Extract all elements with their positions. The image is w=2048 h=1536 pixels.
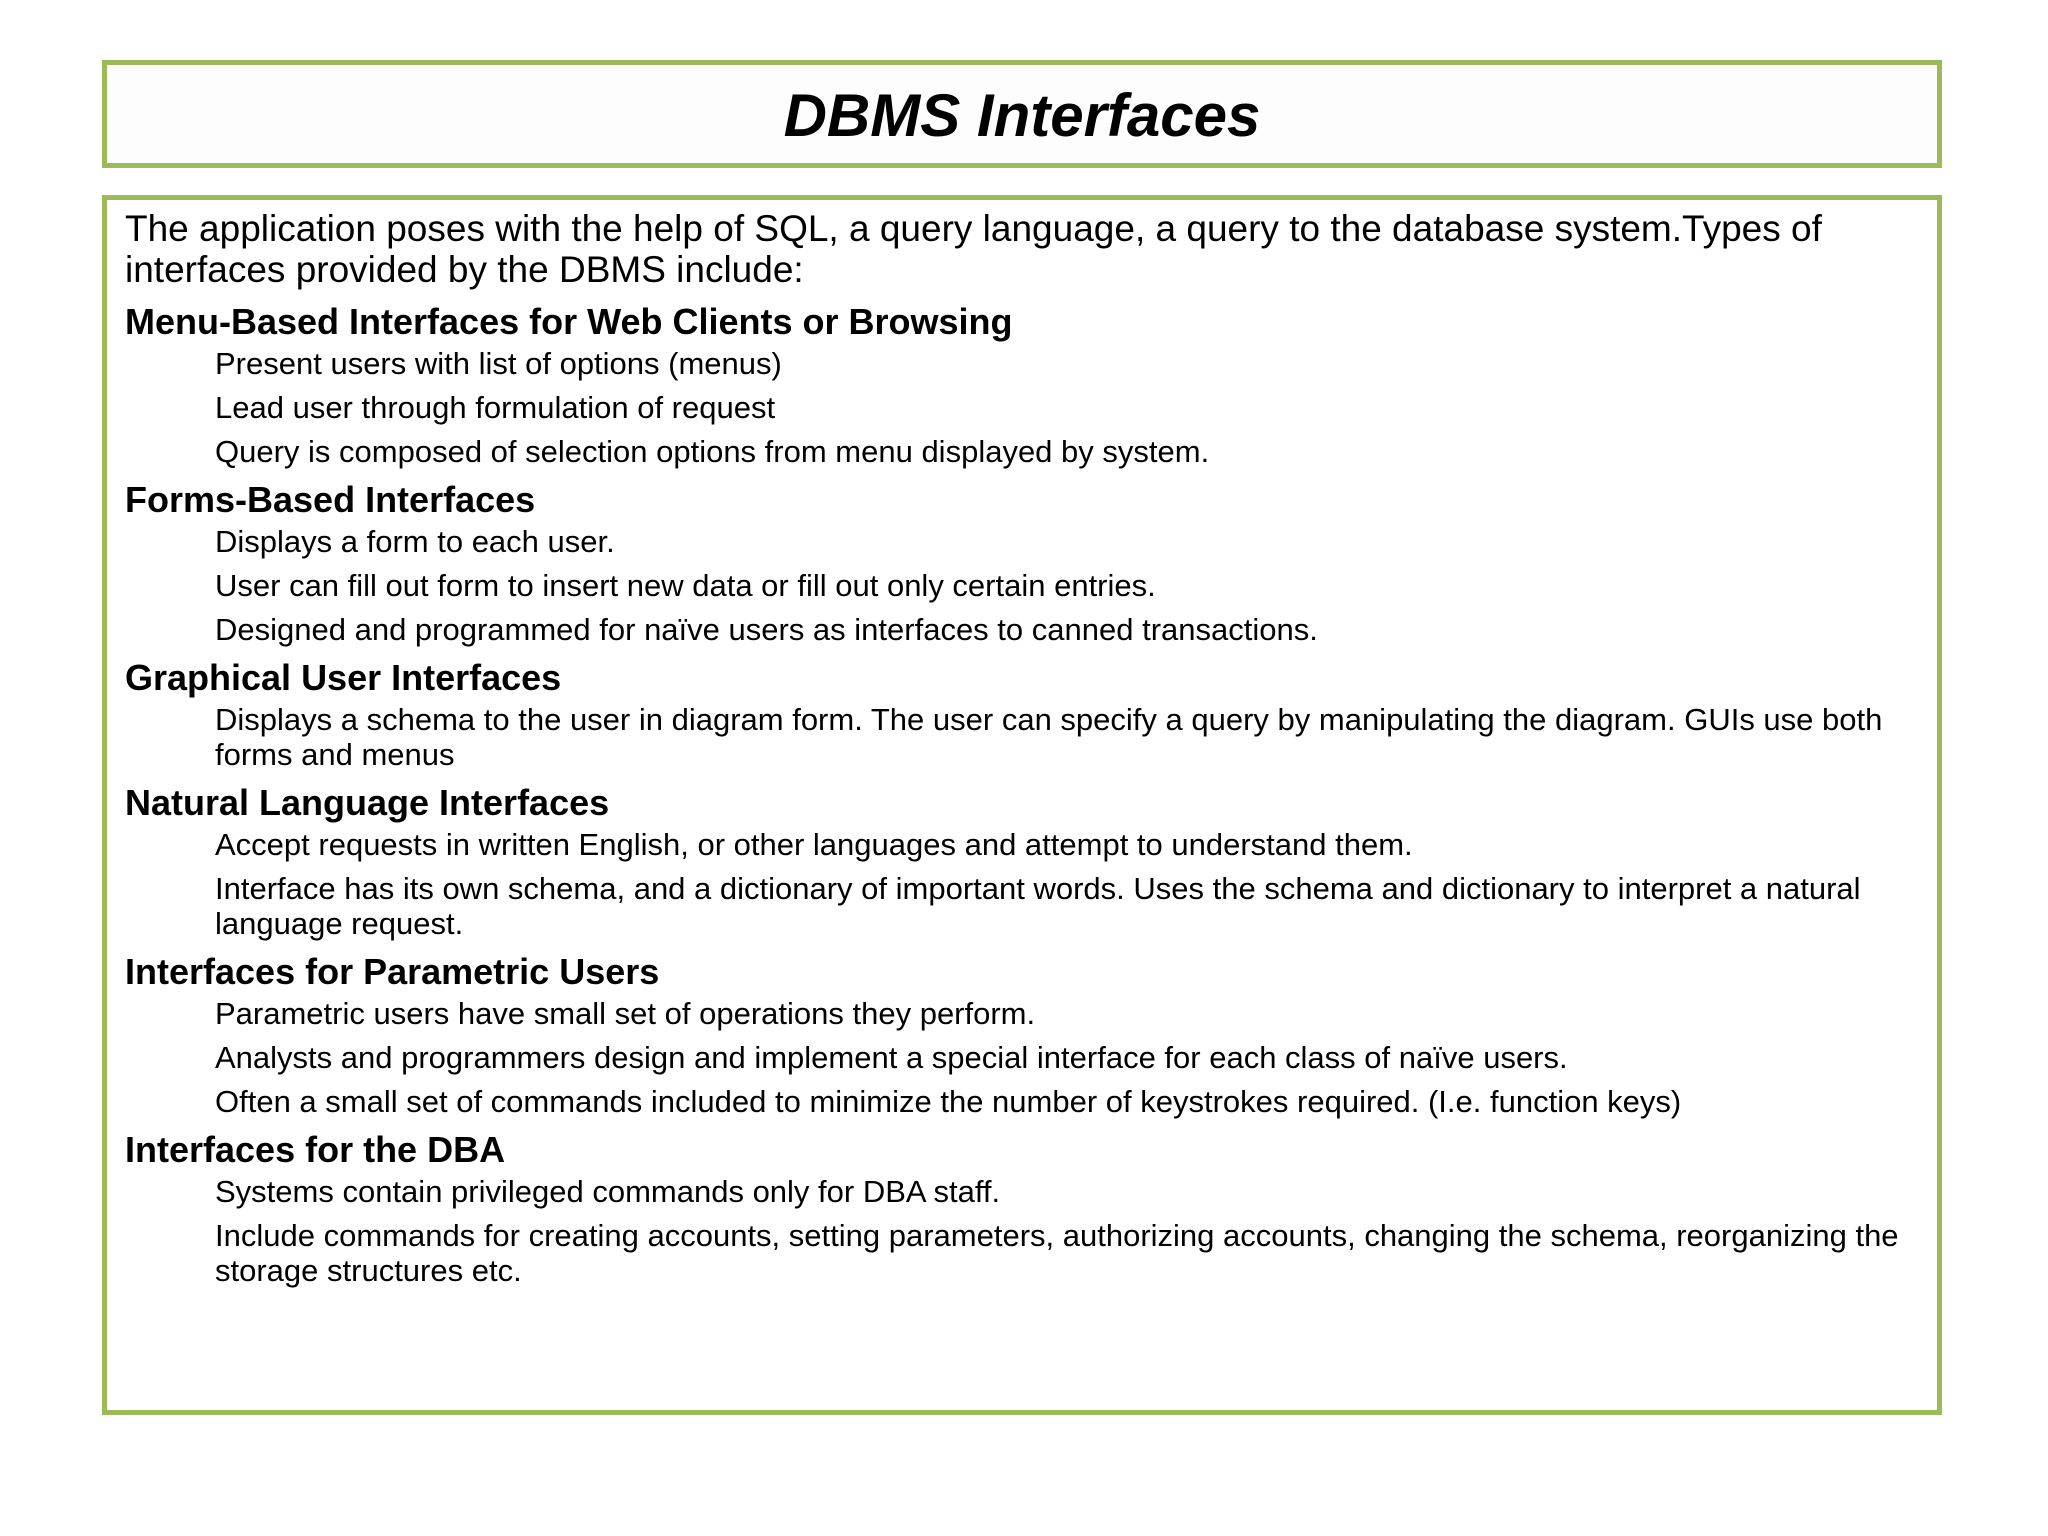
section-heading: Interfaces for the DBA [125,1129,506,1170]
section-forms-based [125,478,1919,647]
section-graphical [125,656,1919,772]
intro-paragraph: The application poses with the help of SQL, a query language, a query to the database system.Types of interfaces provided by the DBMS include: [125,208,1822,290]
section-item: Accept requests in written English, or other languages and attempt to understand them. [215,827,1413,862]
section-item: Displays a form to each user. [215,524,615,559]
section-parametric [125,950,1919,1119]
section-item: Present users with list of options (menus) [215,346,782,381]
content-box [102,195,1942,1415]
section-item: Often a small set of commands included to minimize the number of keystrokes required. (I.e. function keys) [215,1084,1682,1119]
section-menu-based [125,300,1919,469]
section-heading: Menu-Based Interfaces for Web Clients or Browsing [125,301,1013,342]
section-item: Include commands for creating accounts, setting parameters, authorizing accounts, changing the schema, reorganizing the storage structures etc. [215,1218,1899,1288]
section-item: Designed and programmed for naïve users as interfaces to canned transactions. [215,612,1318,647]
section-heading: Interfaces for Parametric Users [125,951,660,992]
section-item: Parametric users have small set of operations they perform. [215,996,1036,1031]
section-dba [125,1128,1919,1288]
section-item: Query is composed of selection options from menu displayed by system. [215,434,1210,469]
section-heading: Natural Language Interfaces [125,782,610,823]
section-item: Analysts and programmers design and implement a special interface for each class of naïve users. [215,1040,1568,1075]
slide-title: DBMS Interfaces [783,81,1261,149]
section-heading: Graphical User Interfaces [125,657,562,698]
section-item: Displays a schema to the user in diagram form. The user can specify a query by manipulating the diagram. GUIs use both forms and menus [215,702,1883,772]
section-item: Lead user through formulation of request [215,390,776,425]
title-box [102,60,1942,168]
section-heading: Forms-Based Interfaces [125,479,536,520]
section-item: Interface has its own schema, and a dictionary of important words. Uses the schema and dictionary to interpret a natural language request. [215,871,1861,941]
section-natural-language [125,781,1919,941]
section-item: Systems contain privileged commands only for DBA staff. [215,1174,1001,1209]
section-item: User can fill out form to insert new data or fill out only certain entries. [215,568,1156,603]
